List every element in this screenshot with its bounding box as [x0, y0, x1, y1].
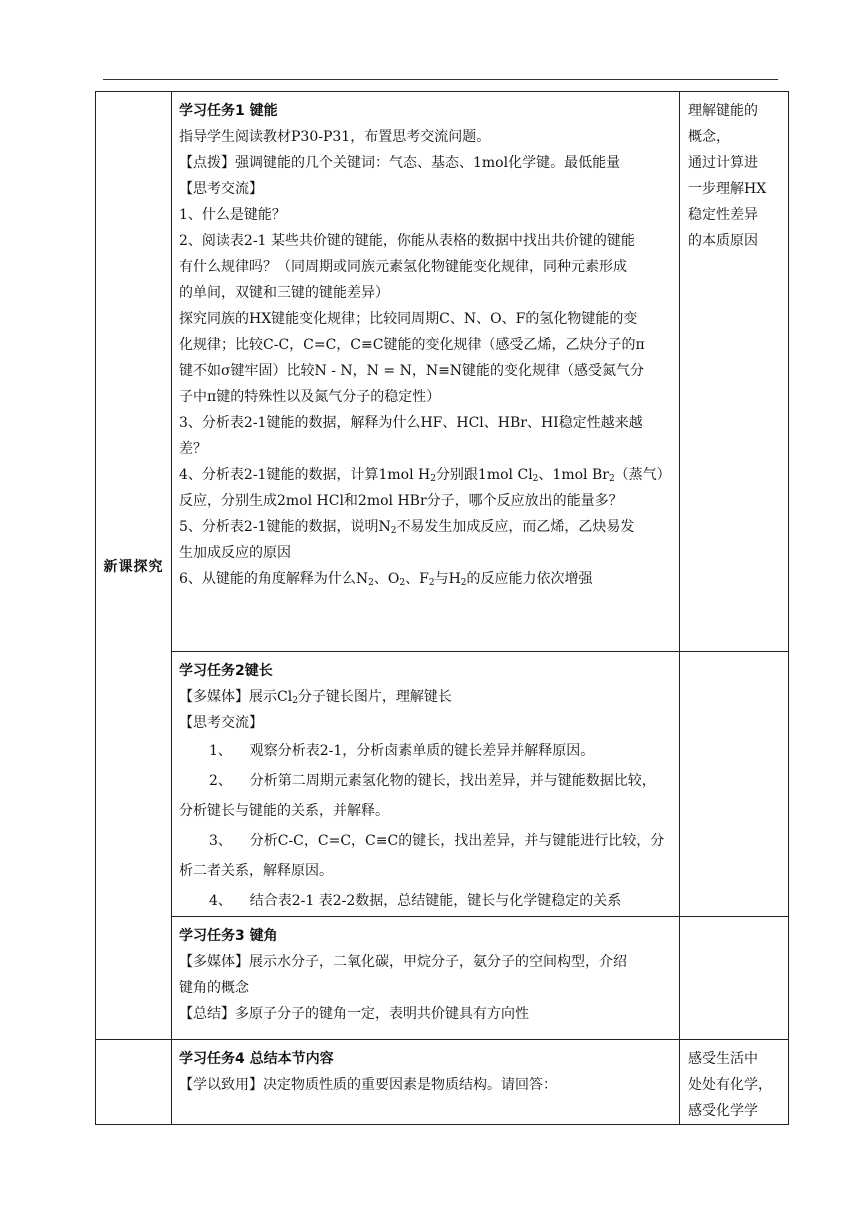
task4-line: 【学以致用】决定物质性质的重要因素是物质结构。请回答：	[179, 1077, 557, 1093]
task3-line: 【总结】多原子分子的键角一定，表明共价键具有方向性	[179, 1006, 529, 1022]
task1-line: 差？	[179, 441, 207, 457]
task1-line: 【思考交流】	[179, 181, 263, 197]
task2-item: 3、 分析C-C，C=C，C≡C的键长，找出差异，并与键能进行比较，分	[209, 833, 665, 849]
note-line: 的本质原因	[688, 233, 758, 249]
note-line: 感受化学学	[688, 1103, 758, 1119]
note-line: 通过计算进	[688, 155, 758, 171]
task3-title: 学习任务3 键角	[179, 928, 278, 944]
task1-line: 有什么规律吗？（同周期或同族元素氢化物键能变化规律，同种元素形成	[179, 259, 627, 275]
task1-question-6: 6、从键能的角度解释为什么$N_2$、$O_2$、$F_2$与$H_2$的反应能力依次增强	[179, 571, 593, 588]
stage-cell	[96, 92, 172, 1040]
note-line: 处处有化学，	[688, 1077, 772, 1093]
task1-line: 【点拨】强调键能的几个关键词：气态、基态、1mol化学键。最低能量	[179, 155, 621, 171]
task1-line: 生加成反应的原因	[179, 545, 291, 561]
task1-line: 反应，分别生成2mol HCl和2mol HBr分子，哪个反应放出的能量多？	[179, 493, 623, 509]
task2-title: 学习任务2键长	[179, 663, 273, 679]
lesson-plan-table	[95, 91, 789, 1125]
task2-content	[172, 652, 680, 917]
task4-title: 学习任务4 总结本节内容	[179, 1051, 334, 1067]
task1-question-4: 4、分析表2-1键能的数据，计算1mol $H_2$分别跟1mol $Cl_2$、1mol $Br_2$（蒸气）	[179, 467, 671, 484]
table-row-task1	[96, 92, 789, 652]
task2-think: 【思考交流】	[179, 715, 263, 731]
task2-item: 4、 结合表2-1 表2-2数据，总结键能，键长与化学键稳定的关系	[209, 893, 622, 909]
task3-content	[172, 917, 680, 1040]
table-row-task2	[96, 652, 789, 917]
task1-line: 指导学生阅读教材P30-P31，布置思考交流问题。	[179, 129, 491, 145]
task1-line: 1、什么是键能？	[179, 207, 286, 223]
task1-line: 键不如σ键牢固）比较N - N，N = N，N≡N键能的变化规律（感受氮气分	[179, 363, 645, 379]
note-line: 概念，	[688, 129, 730, 145]
task1-line: 子中π键的特殊性以及氮气分子的稳定性）	[179, 389, 441, 405]
task2-media: 【多媒体】展示$Cl_2$分子键长图片，理解键长	[179, 689, 452, 706]
task1-line: 2、阅读表2-1 某些共价键的键能，你能从表格的数据中找出共价键的键能	[179, 233, 635, 249]
task3-line: 【多媒体】展示水分子，二氧化碳，甲烷分子，氨分子的空间构型，介绍	[179, 954, 627, 970]
task1-line: 化规律；比较C-C，C=C，C≡C键能的变化规律（感受乙烯，乙炔分子的π	[179, 337, 645, 353]
task2-note	[680, 652, 789, 917]
task1-note	[680, 92, 789, 652]
task2-item: 2、 分析第二周期元素氢化物的键长，找出差异，并与键能数据比较，	[209, 773, 656, 789]
stage-cell-empty	[96, 1040, 172, 1125]
task3-note	[680, 917, 789, 1040]
note-line: 稳定性差异	[688, 207, 758, 223]
task2-item-cont: 析二者关系，解释原因。	[179, 863, 333, 879]
task2-item-cont: 分析键长与键能的关系，并解释。	[179, 803, 389, 819]
task1-line: 的单间，双键和三键的键能差异）	[179, 285, 389, 301]
table-row-task3	[96, 917, 789, 1040]
task1-line: 探究同族的HX键能变化规律；比较同周期C、N、O、F的氢化物键能的变	[179, 311, 638, 327]
table-row-task4	[96, 1040, 789, 1125]
note-line: 一步理解HX	[688, 181, 767, 197]
task1-question-5: 5、分析表2-1键能的数据，说明$N_2$不易发生加成反应，而乙烯，乙炔易发	[179, 519, 635, 536]
note-line: 感受生活中	[688, 1051, 758, 1067]
header-rule	[103, 79, 778, 80]
task4-content	[172, 1040, 680, 1125]
task1-title: 学习任务1 键能	[179, 103, 278, 119]
stage-label: 新课探究	[103, 558, 164, 575]
task4-note	[680, 1040, 789, 1125]
task1-content	[172, 92, 680, 652]
task3-line: 键角的概念	[179, 980, 249, 996]
task1-line: 3、分析表2-1键能的数据，解释为什么HF、HCl、HBr、HI稳定性越来越	[179, 415, 643, 431]
note-line: 理解键能的	[688, 103, 758, 119]
task2-item: 1、 观察分析表2-1，分析卤素单质的键长差异并解释原因。	[209, 743, 595, 759]
